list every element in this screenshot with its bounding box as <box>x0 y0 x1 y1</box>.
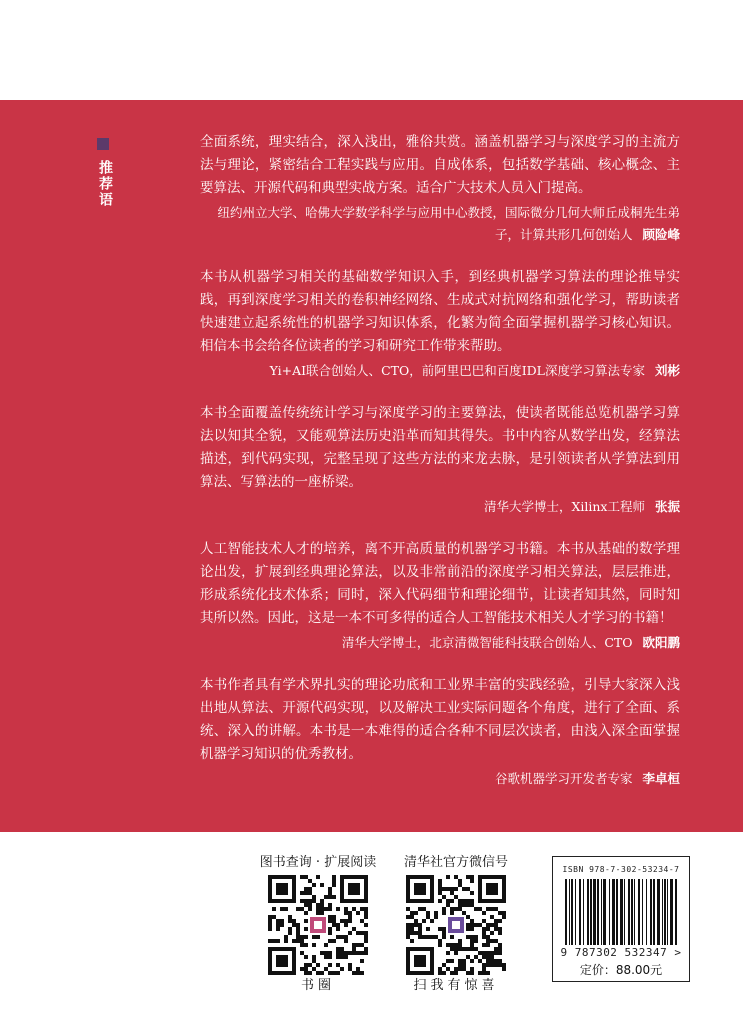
price-label: 定价：88.00元 <box>579 963 663 977</box>
review-attribution <box>200 496 680 518</box>
review-text: 本书作者具有学术界扎实的理论功底和工业界丰富的实践经验，引导大家深入浅出地从算法、开源代码实现，以及解决工业实际问题各个角度，进行了全面、系统、深入的讲解。本书是一本难得的适合各种不同层次读者，由浅入深全面掌握机器学习知识的优秀教材。 <box>200 677 680 762</box>
qr-block-book-lookup <box>258 855 378 994</box>
review-attribution <box>200 632 680 654</box>
reviewer-affiliation: 清华大学博士，北京清微智能科技联合创始人、CTO <box>341 635 633 650</box>
qr-caption: 扫我有惊喜 <box>413 978 499 993</box>
review-attribution <box>200 768 680 790</box>
qr-title: 清华社官方微信号 <box>403 855 508 870</box>
qr-code[interactable] <box>406 875 506 975</box>
reviewer-name: 张振 <box>654 499 680 514</box>
review-text: 本书从机器学习相关的基础数学知识入手，到经典机器学习算法的理论推导实践，再到深度学习相关的卷积神经网络、生成式对抗网络和强化学习，帮助读者快速建立起系统性的机器学习知识体系，化繁为简全面掌握机器学习核心知识。相信本书会给各位读者的学习和研究工作带来帮助。 <box>200 269 680 354</box>
review-text: 人工智能技术人才的培养，离不开高质量的机器学习书籍。本书从基础的数学理论出发，扩展到经典理论算法，以及非常前沿的深度学习相关算法，层层推进，形成系统化技术体系；同时，深入代码细节和理论细节，让读者知其然，同时知其所以然。因此，这是一本不可多得的适合人工智能技术相关人才学习的书籍！ <box>200 541 680 626</box>
review-attribution <box>200 360 680 382</box>
review <box>200 674 680 790</box>
reviewer-name: 顾险峰 <box>642 227 680 242</box>
qr-block-wechat <box>396 855 516 994</box>
isbn-barcode-box <box>552 856 690 982</box>
reviewer-name: 刘彬 <box>654 363 680 378</box>
reviewer-name: 欧阳鹏 <box>642 635 680 650</box>
review-text: 全面系统，理实结合，深入浅出，雅俗共赏。涵盖机器学习与深度学习的主流方法与理论，紧密结合工程实践与应用。自成体系，包括数学基础、核心概念、主要算法、开源代码和典型实战方案。适合广大技术人员入门提高。 <box>200 134 680 196</box>
reviewer-affiliation: 纽约州立大学、哈佛大学数学科学与应用中心教授，国际微分几何大师丘成桐先生弟子，计算共形几何创始人 <box>217 205 680 242</box>
reviewer-affiliation: 谷歌机器学习开发者专家 <box>494 771 633 786</box>
review <box>200 131 680 246</box>
reviewer-name: 李卓桓 <box>642 771 680 786</box>
reviewer-affiliation: 清华大学博士，Xilinx工程师 <box>483 499 645 514</box>
isbn-number: ISBN 978-7-302-53234-7 <box>562 865 680 874</box>
section-marker <box>97 138 109 150</box>
section-label: 推荐语 <box>97 160 113 208</box>
reviewer-affiliation: Yi+AI联合创始人、CTO，前阿里巴巴和百度IDL深度学习算法专家 <box>269 363 645 378</box>
review-attribution <box>200 202 680 246</box>
reviews-list <box>200 131 680 810</box>
barcode-digits: 9 787302 532347 > <box>560 946 682 959</box>
review <box>200 538 680 654</box>
qr-code[interactable] <box>268 875 368 975</box>
review <box>200 402 680 518</box>
qr-title: 图书查询 · 扩展阅读 <box>259 855 377 870</box>
review <box>200 266 680 382</box>
review-text: 本书全面覆盖传统统计学习与深度学习的主要算法，使读者既能总览机器学习算法以知其全貌，又能观算法历史沿革而知其得失。书中内容从数学出发，经算法描述，到代码实现，完整呈现了这些方法的来龙去脉，是引领读者从学算法到用算法、写算法的一座桥梁。 <box>200 405 680 490</box>
barcode-graphic <box>565 879 677 945</box>
qr-caption: 书圈 <box>300 978 335 993</box>
